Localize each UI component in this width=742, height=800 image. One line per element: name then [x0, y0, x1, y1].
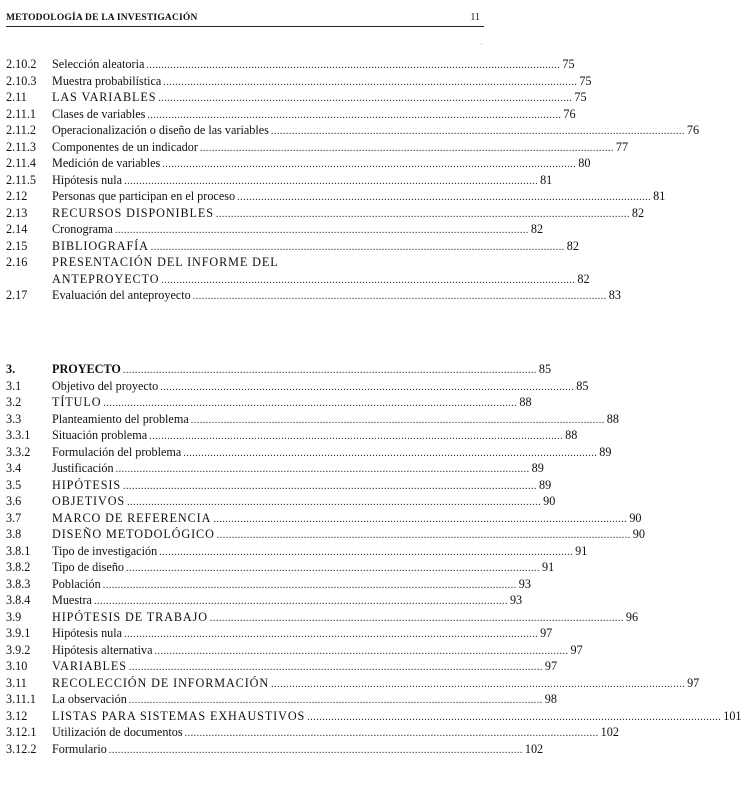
toc-entry	[6, 609, 639, 626]
toc-entry-page: 89	[599, 444, 612, 459]
toc-entry-page: 97	[544, 659, 558, 673]
toc-entry-number: 2.10.2	[6, 57, 37, 71]
dot-leader: ..........................................................................................................................................	[183, 447, 598, 459]
toc-entry	[6, 460, 544, 477]
dot-leader: ..........................................................................................................................................	[192, 291, 607, 302]
dot-leader: ..........................................................................................................................................	[108, 744, 523, 756]
dot-leader: ..........................................................................................................................................	[161, 274, 576, 286]
toc-entry-title: Planteamiento del problema	[52, 411, 189, 426]
toc-entry-title: OBJETIVOS	[52, 494, 126, 508]
toc-entry-number: 3.11	[6, 675, 27, 690]
toc-entry	[6, 73, 592, 90]
toc-entry	[6, 427, 578, 444]
toc-entry	[6, 205, 645, 222]
toc-entry-title: ANTEPROYECTO	[52, 271, 160, 286]
toc-entry-page: 98	[544, 692, 557, 706]
toc-entry-number: 3.8.4	[6, 593, 31, 607]
toc-entry	[6, 477, 552, 494]
toc-entry	[6, 122, 700, 139]
toc-entry-title: Población	[52, 576, 101, 591]
toc-entry-number: 3.12.2	[6, 741, 37, 756]
toc-entry-number: 2.11.2	[6, 123, 37, 137]
dot-leader: ..........................................................................................................................................	[146, 60, 561, 71]
toc-entry-title: VARIABLES	[52, 659, 127, 673]
toc-entry-page: 76	[563, 106, 576, 121]
toc-entry-page: 93	[518, 576, 531, 591]
dot-leader: ..........................................................................................................................................	[184, 728, 599, 739]
toc-entry-title: Utilización de documentos	[52, 725, 183, 739]
toc-entry	[6, 724, 619, 741]
toc-entry-page: 82	[530, 222, 544, 236]
toc-entry-title: TÍTULO	[52, 395, 102, 409]
toc-entry-number: 3.	[6, 362, 16, 376]
dot-leader: ..........................................................................................................................................	[149, 431, 564, 442]
toc-entry	[6, 155, 591, 172]
toc-entry-title: LAS VARIABLES	[52, 90, 157, 104]
toc-entry-page: 75	[574, 90, 587, 104]
dot-leader: ..........................................................................................................................................	[215, 208, 630, 220]
toc-entry-page: 77	[615, 139, 629, 154]
toc-entry-page: 88	[606, 411, 619, 426]
toc-entry-page: 81	[540, 172, 553, 187]
dot-leader: ..........................................................................................................................................	[115, 464, 530, 475]
toc-entry-number: 2.11.3	[6, 139, 37, 154]
toc-entry	[6, 658, 558, 675]
toc-section-3	[6, 361, 742, 757]
toc-entry-page: 91	[542, 560, 555, 574]
toc-entry-number: 2.14	[6, 222, 28, 236]
toc-entry	[6, 271, 590, 288]
toc-entry-title: Personas que participan en el proceso	[52, 189, 236, 203]
toc-entry-number: 3.7	[6, 510, 22, 525]
toc-entry-title: Justificación	[52, 461, 114, 475]
toc-entry-page: 76	[686, 123, 700, 137]
toc-entry-title: Formulación del problema	[52, 444, 182, 459]
toc-entry-page: 83	[608, 288, 621, 302]
toc-entry-page: 91	[575, 543, 588, 558]
page-number: 11	[470, 12, 480, 23]
toc-entry	[6, 708, 742, 725]
toc-entry	[6, 510, 642, 527]
toc-entry-page: 82	[631, 205, 645, 220]
toc-entry-number: 2.15	[6, 238, 28, 253]
dot-leader: ..........................................................................................................................................	[159, 546, 574, 558]
toc-entry-page: 88	[565, 428, 578, 442]
toc-entry-title: BIBLIOGRAFÍA	[52, 238, 149, 253]
toc-entry	[6, 394, 532, 411]
toc-entry-title: Muestra probabilística	[52, 73, 162, 88]
toc-entry-number: 2.11	[6, 90, 27, 104]
toc-entry-title: Objetivo del proyecto	[52, 378, 159, 393]
toc-entry-page: 81	[653, 189, 666, 203]
toc-entry-page: 93	[509, 593, 523, 607]
scan-speck: ·	[480, 40, 483, 49]
toc-entry-page: 80	[578, 156, 591, 170]
toc-entry	[6, 559, 555, 576]
toc-entry-title: Cronograma	[52, 222, 113, 236]
toc-entry	[6, 493, 556, 510]
toc-entry-number: 3.12	[6, 708, 28, 723]
toc-entry-title: Hipótesis alternativa	[52, 642, 153, 657]
dot-leader: ..........................................................................................................................................	[147, 109, 562, 121]
toc-entry-number: 2.11.4	[6, 156, 37, 170]
dot-leader: ..........................................................................................................................................	[237, 192, 652, 203]
toc-entry-page: 89	[531, 461, 544, 475]
toc-entry-number: 3.9.1	[6, 626, 31, 640]
dot-leader: ..........................................................................................................................................	[271, 678, 686, 690]
toc-entry	[6, 411, 619, 428]
toc-entry	[6, 172, 553, 189]
toc-entry-page: 97	[687, 675, 700, 690]
dot-leader: ..........................................................................................................................................	[270, 126, 685, 137]
toc-entry-page: 82	[577, 271, 590, 286]
toc-entry	[6, 741, 544, 758]
toc-entry	[6, 221, 544, 238]
toc-entry-title: RECURSOS DISPONIBLES	[52, 205, 214, 220]
toc-entry-page: 102	[600, 725, 619, 739]
toc-entry	[6, 287, 621, 304]
toc-entry-number: 2.11.1	[6, 106, 37, 121]
toc-entry	[6, 238, 579, 255]
toc-entry-page: 82	[566, 238, 579, 253]
dot-leader: ..........................................................................................................................................	[93, 596, 508, 607]
toc-entry	[6, 543, 588, 560]
toc-entry-number: 3.3	[6, 411, 22, 426]
toc-entry-title: Tipo de diseño	[52, 560, 125, 574]
toc-section-2	[6, 56, 700, 304]
toc-entry-number: 2.17	[6, 288, 28, 302]
toc-entry-page: 90	[629, 510, 642, 525]
toc-entry-title: Formulario	[52, 741, 107, 756]
toc-entry-title: PROYECTO	[52, 362, 121, 376]
toc-entry-title: Componentes de un indicador	[52, 139, 198, 154]
dot-leader: ..........................................................................................................................................	[199, 142, 614, 154]
toc-entry-page: 90	[632, 527, 645, 541]
toc-entry-title: PRESENTACIÓN DEL INFORME DEL	[52, 255, 279, 269]
toc-entry-page: 102	[524, 741, 544, 756]
toc-entry-page: 85	[576, 378, 589, 393]
toc-entry-number: 3.8	[6, 527, 22, 541]
toc-entry-title: Evaluación del anteproyecto	[52, 288, 191, 302]
toc-entry	[6, 378, 589, 395]
toc-entry-title: Hipótesis nula	[52, 626, 123, 640]
toc-entry	[6, 139, 629, 156]
toc-entry	[6, 526, 645, 543]
toc-entry-title: Clases de variables	[52, 106, 146, 121]
toc-entry	[6, 642, 583, 659]
toc-entry-number: 3.12.1	[6, 725, 37, 739]
dot-leader: ..........................................................................................................................................	[128, 662, 543, 673]
running-header-title: METODOLOGÍA DE LA INVESTIGACIÓN	[6, 13, 198, 23]
toc-entry	[6, 625, 553, 642]
toc-entry	[6, 592, 523, 609]
toc-entry-title: Selección aleatoria	[52, 57, 145, 71]
toc-entry-number: 3.5	[6, 477, 22, 492]
toc-entry-title: La observación	[52, 692, 127, 706]
toc-entry-number: 2.13	[6, 205, 28, 220]
toc-entry-page: 101	[723, 708, 742, 723]
toc-entry-number: 3.3.2	[6, 444, 31, 459]
toc-entry-number: 3.8.3	[6, 576, 31, 591]
toc-entry-number: 3.10	[6, 659, 28, 673]
toc-entry-title: LISTAS PARA SISTEMAS EXHAUSTIVOS	[52, 708, 306, 723]
toc-entry	[6, 188, 666, 205]
toc-entry-number: 3.3.1	[6, 428, 31, 442]
dot-leader: ..........................................................................................................................................	[158, 93, 573, 104]
toc-entry-number: 2.16	[6, 255, 28, 269]
toc-entry	[6, 106, 576, 123]
dot-leader: ..........................................................................................................................................	[162, 159, 577, 170]
toc-entry-page: 90	[543, 494, 556, 508]
running-header	[6, 8, 484, 27]
toc-entry-number: 3.11.1	[6, 692, 37, 706]
toc-entry-number: 3.2	[6, 395, 22, 409]
dot-leader: ..........................................................................................................................................	[126, 563, 541, 574]
dot-leader: ..........................................................................................................................................	[123, 480, 538, 492]
toc-entry-title: Medición de variables	[52, 156, 161, 170]
toc-entry-number: 3.4	[6, 461, 22, 475]
dot-leader: ..........................................................................................................................................	[190, 414, 605, 426]
toc-entry-page: 97	[570, 642, 583, 657]
toc-entry-title: Hipótesis nula	[52, 172, 123, 187]
dot-leader: ..........................................................................................................................................	[124, 629, 539, 640]
dot-leader: ..........................................................................................................................................	[150, 241, 565, 253]
toc-entry-page: 75	[562, 57, 575, 71]
toc-entry-title: Operacionalización o diseño de las variables	[52, 123, 269, 137]
toc-entry-number: 2.12	[6, 189, 28, 203]
dot-leader: ..........................................................................................................................................	[307, 711, 722, 723]
toc-entry-title: DISEÑO METODOLÓGICO	[52, 527, 215, 541]
toc-entry-page: 75	[579, 73, 592, 88]
toc-entry-title: MARCO DE REFERENCIA	[52, 510, 212, 525]
toc-entry	[6, 444, 612, 461]
dot-leader: ..........................................................................................................................................	[216, 530, 631, 541]
dot-leader: ..........................................................................................................................................	[209, 612, 624, 624]
toc-entry-number: 3.1	[6, 378, 22, 393]
toc-entry-number: 3.9	[6, 609, 22, 624]
toc-entry-title: HIPÓTESIS	[52, 477, 122, 492]
toc-entry	[6, 361, 552, 378]
dot-leader: ..........................................................................................................................................	[154, 645, 569, 657]
toc-entry-number: 3.9.2	[6, 642, 31, 657]
toc-entry	[6, 576, 531, 593]
toc-entry-page: 96	[625, 609, 639, 624]
dot-leader: ..........................................................................................................................................	[160, 381, 575, 393]
toc-entry	[6, 691, 557, 708]
toc-entry-page: 97	[540, 626, 553, 640]
toc-entry-number: 3.8.1	[6, 543, 31, 558]
dot-leader: ..........................................................................................................................................	[103, 398, 518, 409]
dot-leader: ..........................................................................................................................................	[124, 175, 539, 187]
dot-leader: ..........................................................................................................................................	[114, 225, 529, 236]
toc-entry-title: Situación problema	[52, 428, 148, 442]
dot-leader: ..........................................................................................................................................	[213, 513, 628, 525]
toc-entry	[6, 89, 587, 106]
dot-leader: ..........................................................................................................................................	[127, 497, 542, 508]
toc-entry	[6, 254, 476, 271]
toc-entry-title: RECOLECCIÓN DE INFORMACIÓN	[52, 675, 270, 690]
toc-entry	[6, 675, 700, 692]
toc-entry-number: 2.11.5	[6, 172, 37, 187]
toc-entry-number: 3.8.2	[6, 560, 31, 574]
toc-entry-page: 88	[519, 395, 532, 409]
dot-leader: ..........................................................................................................................................	[128, 695, 543, 706]
toc-entry-page: 85	[538, 362, 552, 376]
toc-entry-page: 89	[539, 477, 552, 492]
dot-leader: ..........................................................................................................................................	[163, 76, 578, 88]
toc-entry-title: Muestra	[52, 593, 92, 607]
toc-entry-title: Tipo de investigación	[52, 543, 158, 558]
toc-entry-number: 3.6	[6, 494, 22, 508]
toc-entry-title: HIPÓTESIS DE TRABAJO	[52, 609, 208, 624]
dot-leader: ..........................................................................................................................................	[102, 579, 517, 591]
toc-entry	[6, 56, 575, 73]
dot-leader: ..........................................................................................................................................	[122, 365, 537, 376]
toc-entry-number: 2.10.3	[6, 73, 37, 88]
